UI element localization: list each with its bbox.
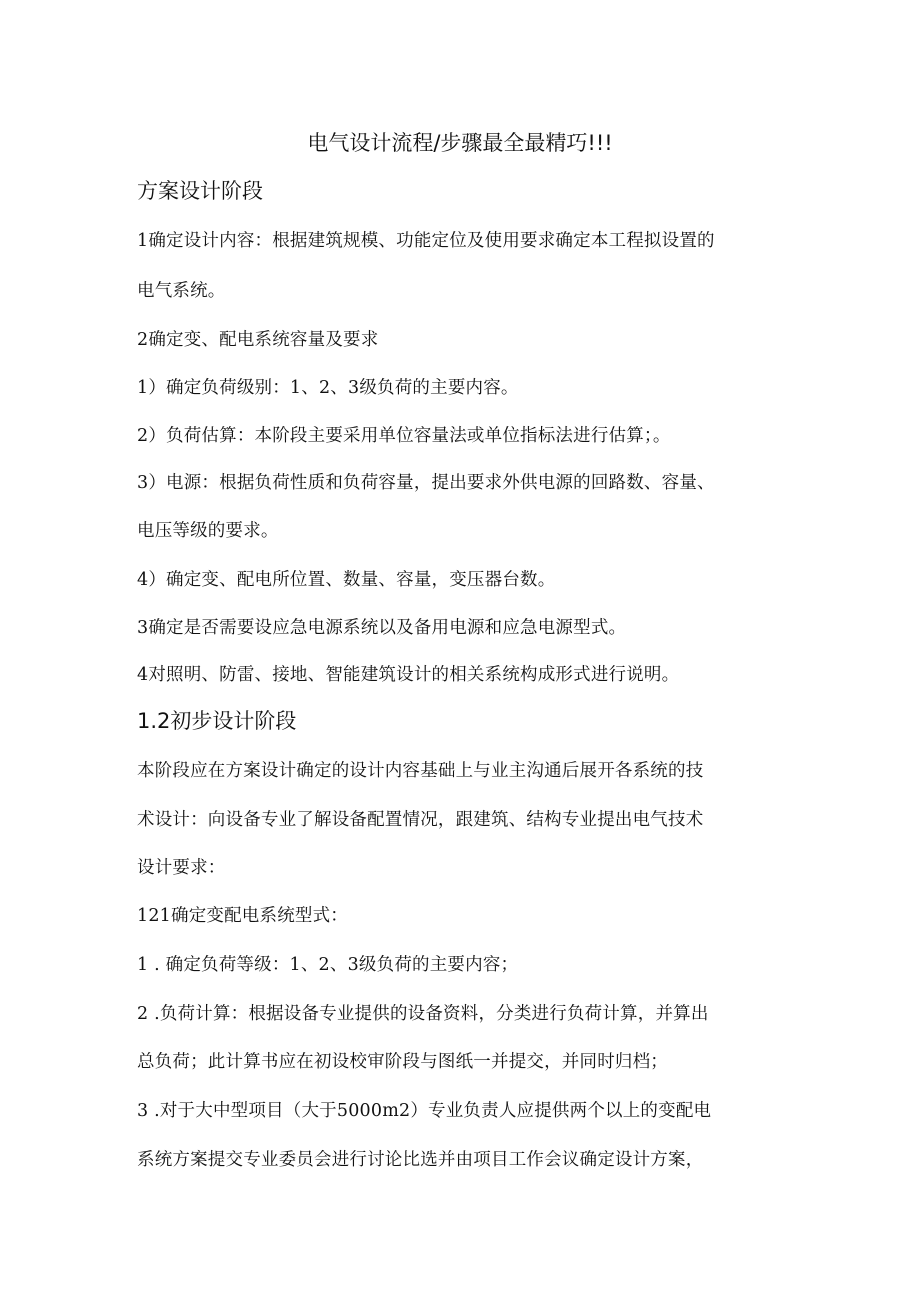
paragraph-line: 电压等级的要求。 xyxy=(137,521,279,541)
paragraph-line: 术设计：向设备专业了解设备配置情况，跟建筑、结构专业提出电气技术 xyxy=(137,810,704,830)
paragraph-line: 本阶段应在方案设计确定的设计内容基础上与业主沟通后展开各系统的技 xyxy=(137,761,704,781)
paragraph-line: 2确定变、配电系统容量及要求 xyxy=(137,330,379,350)
paragraph-line: 2）负荷估算：本阶段主要采用单位容量法或单位指标法进行估算；。 xyxy=(137,426,671,446)
paragraph-line: 总负荷；此计算书应在初设校审阶段与图纸一并提交，并同时归档； xyxy=(137,1052,668,1072)
paragraph-line: 4）确定变、配电所位置、数量、容量，变压器台数。 xyxy=(137,570,556,590)
paragraph-line: 4对照明、防雷、接地、智能建筑设计的相关系统构成形式进行说明。 xyxy=(137,665,680,685)
paragraph-line: 1 . 确定负荷等级：1、2、3级负荷的主要内容； xyxy=(137,955,519,975)
paragraph-line: 1确定设计内容：根据建筑规模、功能定位及使用要求确定本工程拟设置的 xyxy=(137,231,715,251)
section-heading-preliminary-design: 1.2初步设计阶段 xyxy=(137,709,297,733)
paragraph-line: 2 .负荷计算：根据设备专业提供的设备资料，分类进行负荷计算，并算出 xyxy=(137,1004,709,1024)
paragraph-line: 3）电源：根据负荷性质和负荷容量，提出要求外供电源的回路数、容量、 xyxy=(137,473,715,493)
paragraph-line: 3确定是否需要设应急电源系统以及备用电源和应急电源型式。 xyxy=(137,618,627,638)
paragraph-line: 1）确定负荷级别：1、2、3级负荷的主要内容。 xyxy=(137,378,519,398)
paragraph-line: 设计要求： xyxy=(137,858,226,878)
paragraph-line: 系统方案提交专业委员会进行讨论比选并由项目工作会议确定设计方案， xyxy=(137,1150,704,1170)
paragraph-line: 3 .对于大中型项目（大于5000m2）专业负责人应提供两个以上的变配电 xyxy=(137,1101,712,1121)
paragraph-line: 电气系统。 xyxy=(137,281,226,301)
document-title: 电气设计流程/步骤最全最精巧!!! xyxy=(307,131,613,155)
paragraph-line: 121确定变配电系统型式： xyxy=(137,906,349,926)
section-heading-scheme-design: 方案设计阶段 xyxy=(137,179,263,203)
